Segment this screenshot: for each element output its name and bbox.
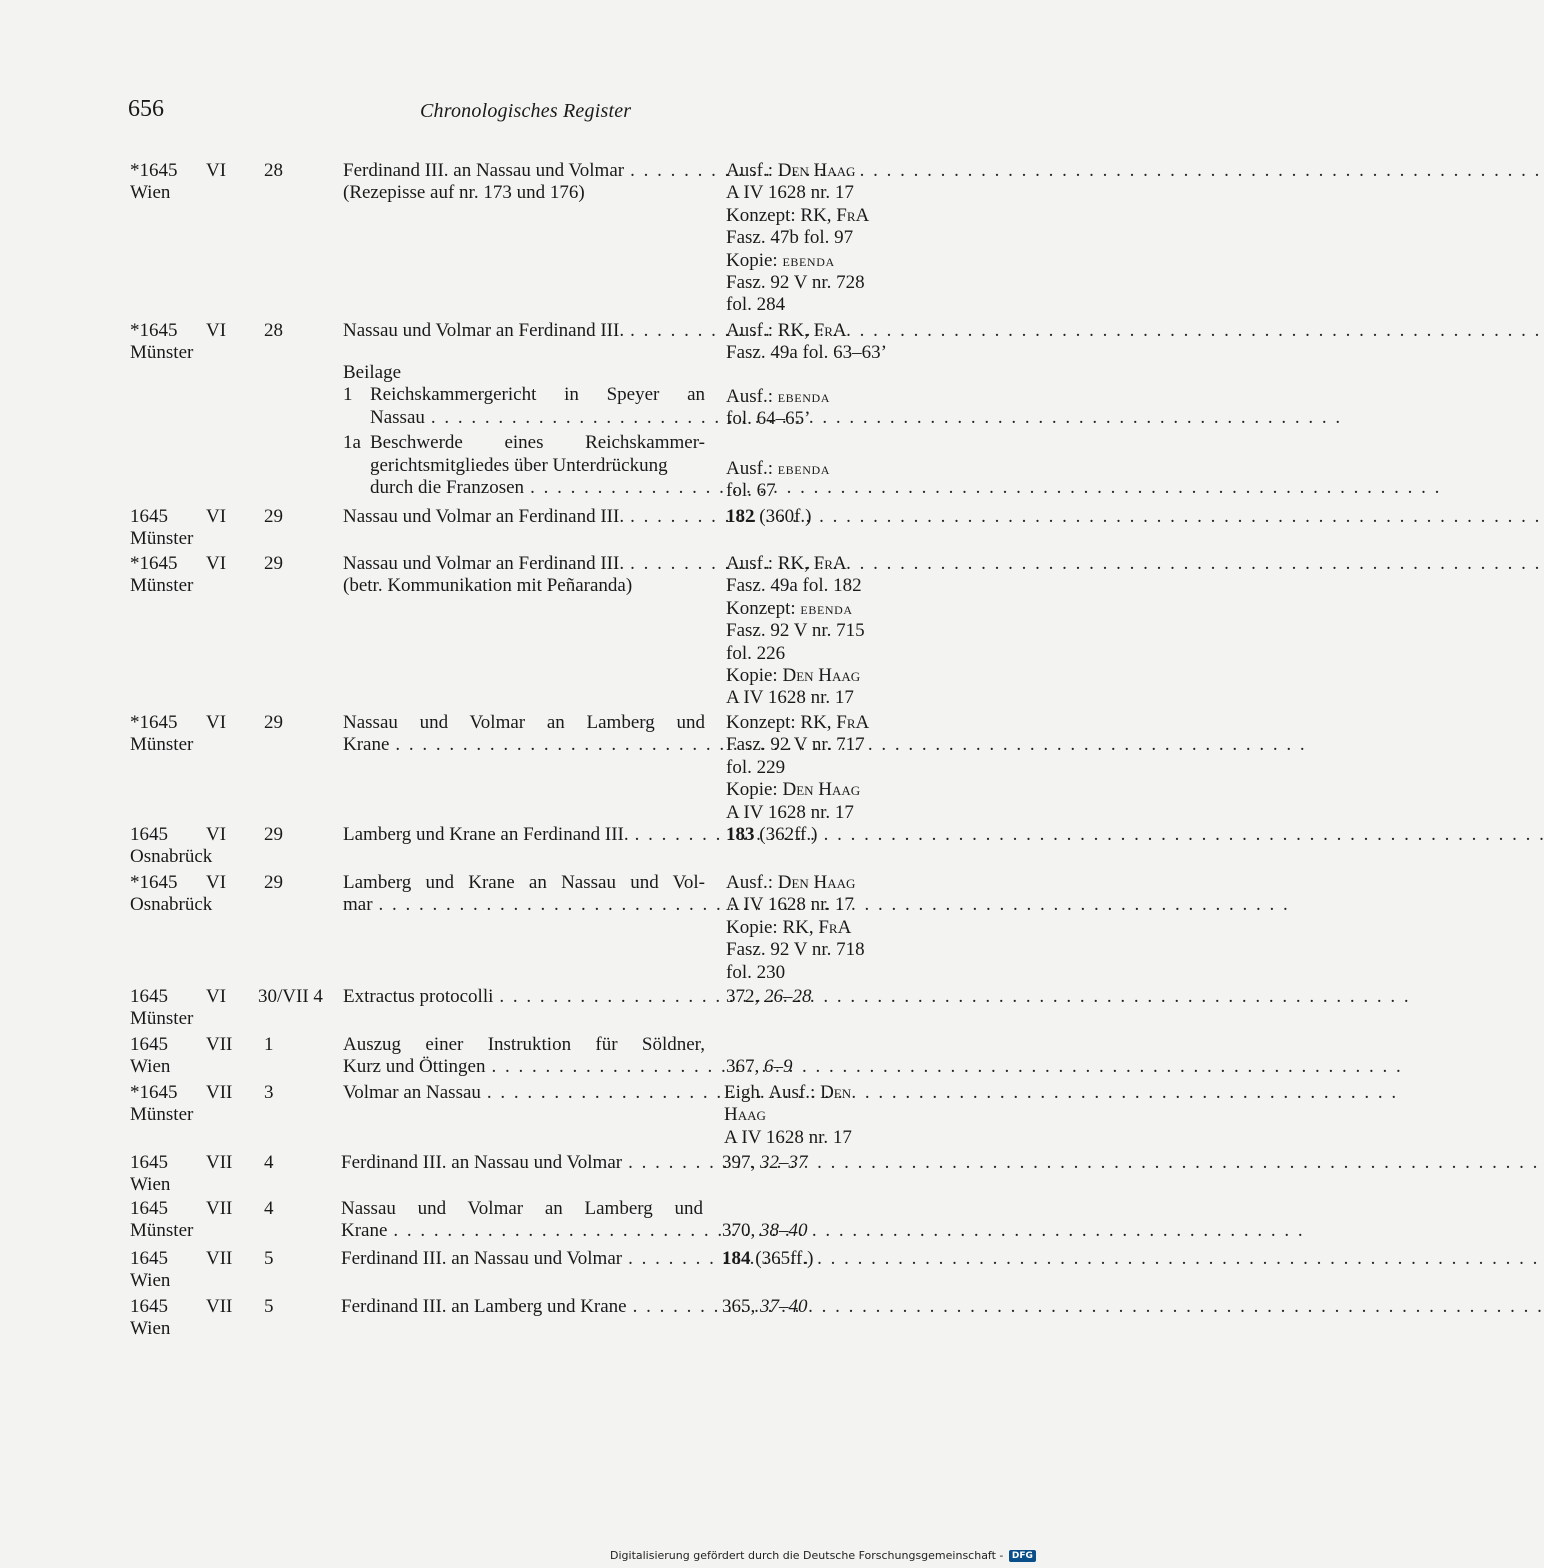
entry-reference: Ausf.: ebenda fol. 67	[726, 458, 830, 502]
footer-text: Digitalisierung gefördert durch die Deutsche Forschungsgemeinschaft -	[610, 1549, 1004, 1562]
entry-place: Osnabrück	[130, 846, 213, 868]
entry-reference: Ausf.: Den Haag A IV 1628 nr. 17 Kopie: RK, FrA Fasz. 92 V nr. 718 fol. 230	[726, 872, 865, 983]
entry-month: VII	[206, 1198, 233, 1219]
entry-reference: Konzept: RK, FrA Fasz. 92 V nr. 717 fol. 229 Kopie: Den Haag A IV 1628 nr. 17	[726, 712, 870, 823]
entry-reference: Ausf.: Den Haag A IV 1628 nr. 17 Konzept: RK, FrA Fasz. 47b fol. 97 Kopie: ebenda Fasz. 92 V nr. 728 fol. 284	[726, 160, 870, 316]
entry-day: 29	[264, 553, 283, 574]
entry-reference: Ausf.: RK, FrA Fasz. 49a fol. 182 Konzept: ebenda Fasz. 92 V nr. 715 fol. 226 Kopie: Den Haag A IV 1628 nr. 17	[726, 553, 865, 709]
entry-place: Osnabrück	[130, 894, 213, 916]
entry-description: Ferdinand III. an Nassau und Volmar	[341, 1248, 623, 1269]
entry-year: *1645	[130, 872, 178, 893]
entry-description: Krane	[343, 734, 390, 756]
page-number: 656	[128, 96, 164, 122]
entry-month: VII	[206, 1082, 233, 1103]
entry-year: *1645	[130, 553, 178, 574]
entry-year: 1645	[130, 506, 168, 527]
attachment-number: 1a	[343, 432, 361, 454]
entry-reference: 182 (360f.)	[726, 506, 812, 527]
entry-reference: 370, 38–40	[722, 1220, 808, 1241]
entry-place: Münster	[130, 575, 194, 597]
entry-month: VI	[206, 824, 227, 845]
entry-month: VII	[206, 1152, 233, 1173]
entry-reference: 397, 32–37	[722, 1152, 808, 1173]
entry-place: Münster	[130, 342, 194, 364]
entry-day: 29	[264, 506, 283, 527]
dfg-logo-icon: DFG	[1009, 1550, 1036, 1562]
entry-reference: 367, 6–9	[726, 1056, 793, 1077]
entry-day: 3	[264, 1082, 274, 1103]
entry-year: 1645	[130, 1248, 168, 1269]
beilage-heading: Beilage	[343, 362, 402, 383]
entry-day: 28	[264, 320, 283, 341]
entry-year: *1645	[130, 320, 178, 341]
entry-description: Extractus protocolli	[343, 986, 494, 1007]
entry-reference: Ausf.: ebenda fol. 64–65’	[726, 386, 830, 430]
entry-description: Ferdinand III. an Nassau und Volmar	[343, 160, 625, 181]
entry-description: mar	[343, 894, 373, 916]
entry-month: VII	[206, 1034, 233, 1055]
entry-year: *1645	[130, 160, 178, 181]
entry-place: Wien	[130, 182, 171, 204]
entry-month: VI	[206, 320, 227, 341]
entry-month: VI	[206, 712, 227, 733]
entry-description: (Rezepisse auf nr. 173 und 176)	[343, 182, 585, 204]
entry-month: VI	[206, 160, 227, 181]
entry-description: Auszug einer Instruktion für Söldner,	[343, 1034, 705, 1055]
attachment-text: Nassau	[370, 406, 425, 428]
entry-year: *1645	[130, 712, 178, 733]
entry-description: Ferdinand III. an Lamberg und Krane	[341, 1296, 627, 1317]
entry-day: 29	[264, 712, 283, 733]
entry-place: Münster	[130, 1220, 194, 1242]
entry-month: VI	[206, 986, 227, 1007]
entry-description: (betr. Kommunikation mit Peñaranda)	[343, 575, 633, 597]
running-title: Chronologisches Register	[420, 100, 632, 122]
attachment-number: 1	[343, 384, 353, 406]
entry-day: 4	[264, 1152, 274, 1173]
attachment-text: durch die Franzosen	[370, 477, 525, 499]
entry-description: Lamberg und Krane an Ferdinand III.	[343, 824, 629, 845]
attachment-text: gerichtsmitgliedes über Unterdrückung	[370, 454, 668, 476]
entry-reference: Ausf.: RK, FrA Fasz. 49a fol. 63–63’	[726, 320, 887, 364]
entry-reference: Eigh. Ausf.: Den Haag A IV 1628 nr. 17	[724, 1082, 852, 1148]
entry-place: Münster	[130, 1008, 194, 1030]
entry-description: Krane	[341, 1220, 388, 1242]
entry-reference: 372, 26–28	[726, 986, 812, 1007]
entry-month: VI	[206, 553, 227, 574]
entry-place: Wien	[130, 1174, 171, 1196]
entry-year: 1645	[130, 1034, 168, 1055]
attachment-text: Beschwerde eines Reichskammer-	[370, 432, 705, 454]
entry-description: Lamberg und Krane an Nassau und Vol-	[343, 872, 705, 893]
entry-description: Nassau und Volmar an Ferdinand III.	[343, 320, 625, 341]
entry-description: Volmar an Nassau	[343, 1082, 481, 1103]
entry-day: 30/VII 4	[258, 986, 323, 1007]
entry-reference: 183 (362ff.)	[726, 824, 818, 845]
entry-description: Ferdinand III. an Nassau und Volmar	[341, 1152, 623, 1173]
entry-month: VI	[206, 872, 227, 893]
entry-day: 29	[264, 824, 283, 845]
entry-month: VI	[206, 506, 227, 527]
entry-place: Münster	[130, 734, 194, 756]
entry-year: 1645	[130, 1152, 168, 1173]
entry-day: 1	[264, 1034, 274, 1055]
entry-place: Wien	[130, 1270, 171, 1292]
entry-reference: 365, 37–40	[722, 1296, 808, 1317]
entry-day: 5	[264, 1248, 274, 1269]
entry-day: 5	[264, 1296, 274, 1317]
entry-description: Nassau und Volmar an Lamberg und	[341, 1198, 703, 1219]
entry-description: Kurz und Öttingen	[343, 1056, 486, 1078]
entry-year: 1645	[130, 986, 168, 1007]
entry-month: VII	[206, 1296, 233, 1317]
entry-place: Münster	[130, 1104, 194, 1126]
entry-day: 29	[264, 872, 283, 893]
entry-day: 28	[264, 160, 283, 181]
entry-description: Nassau und Volmar an Ferdinand III.	[343, 553, 625, 574]
entry-place: Münster	[130, 528, 194, 550]
entry-year: *1645	[130, 1082, 178, 1103]
entry-description: Nassau und Volmar an Lamberg und	[343, 712, 705, 733]
digitization-footer	[610, 1549, 1036, 1562]
entry-day: 4	[264, 1198, 274, 1219]
attachment-text: Reichskammergericht in Speyer an	[370, 384, 705, 406]
entry-place: Wien	[130, 1318, 171, 1340]
entry-year: 1645	[130, 1198, 168, 1219]
entry-description: Nassau und Volmar an Ferdinand III.	[343, 506, 625, 527]
entry-month: VII	[206, 1248, 233, 1269]
entry-year: 1645	[130, 1296, 168, 1317]
entry-place: Wien	[130, 1056, 171, 1078]
entry-reference: 184 (365ff.)	[722, 1248, 814, 1269]
entry-year: 1645	[130, 824, 168, 845]
